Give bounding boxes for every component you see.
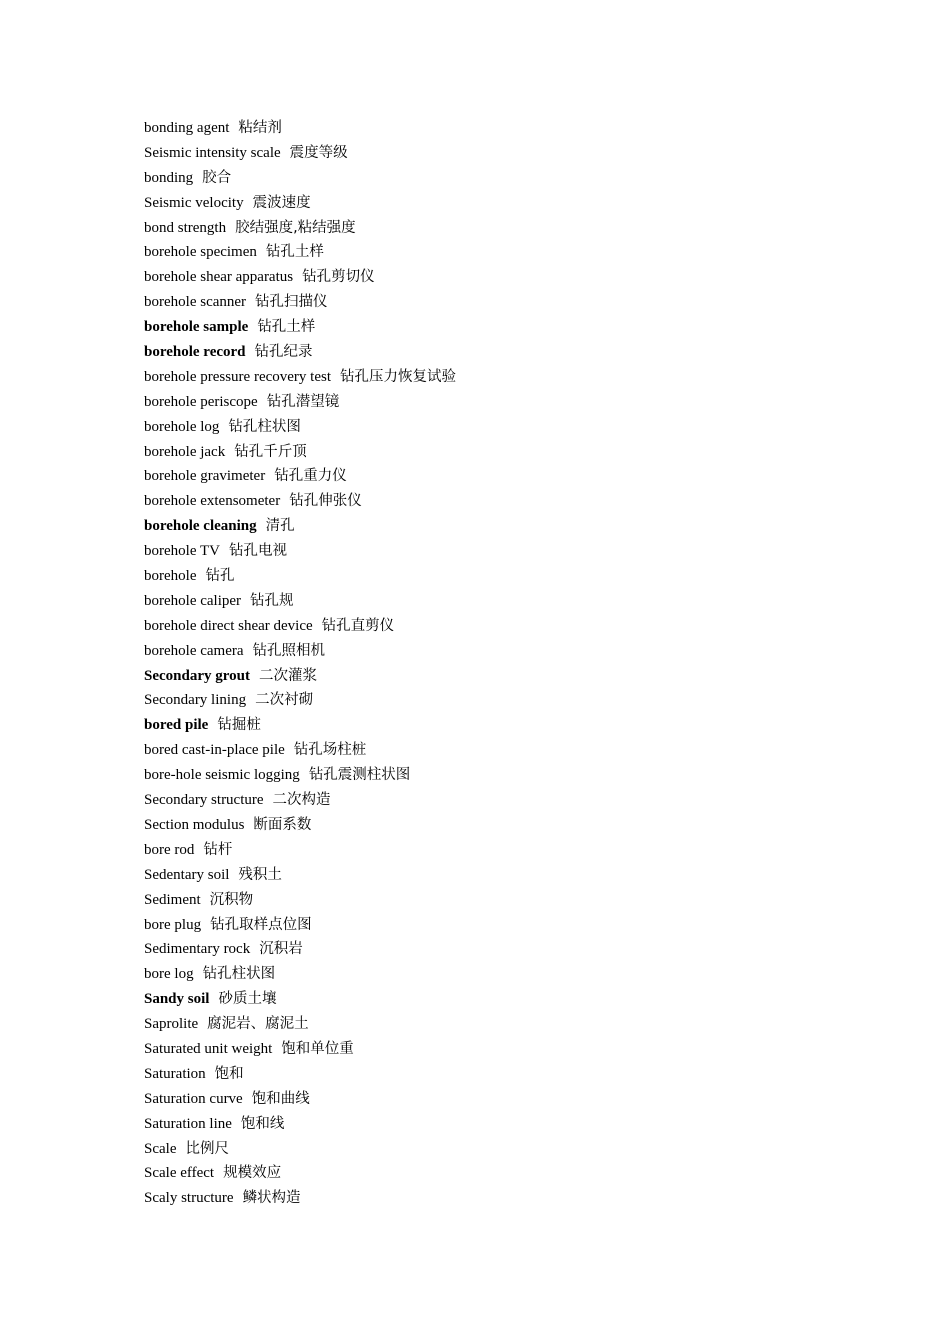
chinese-term: 钻杆: [203, 841, 233, 858]
english-term: Scale effect: [144, 1165, 215, 1182]
chinese-term: 饱和线: [240, 1115, 285, 1132]
chinese-term: 规模效应: [223, 1165, 282, 1182]
english-term: borehole sample: [144, 319, 249, 336]
chinese-term: 腐泥岩、腐泥土: [207, 1016, 309, 1033]
english-term: borehole shear apparatus: [144, 269, 294, 286]
chinese-term: 钻孔伸张仪: [289, 493, 362, 510]
glossary-entry: [144, 315, 904, 340]
english-term: borehole cleaning: [144, 518, 257, 535]
english-term: bore plug: [144, 916, 202, 933]
english-term: bond strength: [144, 219, 227, 236]
chinese-term: 钻孔电视: [228, 543, 287, 560]
english-term: Sedimentary rock: [144, 941, 251, 958]
glossary-entry: [144, 688, 904, 713]
glossary-entry: [144, 738, 904, 763]
chinese-term: 震波速度: [252, 194, 311, 211]
glossary-entry: [144, 464, 904, 489]
english-term: Secondary structure: [144, 792, 264, 809]
english-term: borehole periscope: [144, 393, 258, 410]
english-term: Sedentary soil: [144, 866, 230, 883]
glossary-list: [144, 116, 904, 1211]
chinese-term: 钻孔柱状图: [228, 418, 301, 435]
glossary-entry: [144, 539, 904, 564]
chinese-term: 饱和单位重: [281, 1040, 354, 1057]
english-term: borehole scanner: [144, 294, 247, 311]
glossary-entry: [144, 1012, 904, 1037]
english-term: Secondary lining: [144, 692, 247, 709]
chinese-term: 钻孔剪切仪: [302, 269, 375, 286]
chinese-term: 钻孔扫描仪: [255, 294, 328, 311]
glossary-entry: [144, 888, 904, 913]
chinese-term: 钻孔重力仪: [274, 468, 347, 485]
glossary-entry: [144, 340, 904, 365]
glossary-entry: [144, 1112, 904, 1137]
chinese-term: 钻孔照相机: [252, 642, 326, 659]
glossary-entry: [144, 763, 904, 788]
glossary-entry: [144, 514, 904, 539]
glossary-entry: [144, 1161, 904, 1186]
glossary-entry: [144, 614, 904, 639]
english-term: Saturation line: [144, 1115, 232, 1132]
glossary-entry: [144, 440, 904, 465]
english-term: bore rod: [144, 841, 195, 858]
english-term: borehole direct shear device: [144, 617, 313, 634]
glossary-entry: [144, 489, 904, 514]
chinese-term: 钻孔场柱桩: [293, 742, 367, 759]
english-term: bored cast-in-place pile: [144, 742, 285, 759]
chinese-term: 断面系数: [253, 816, 312, 833]
english-term: Seismic velocity: [144, 194, 244, 211]
chinese-term: 残积土: [238, 866, 282, 883]
glossary-entry: [144, 589, 904, 614]
chinese-term: 砂质土壤: [218, 991, 277, 1008]
english-term: borehole extensometer: [144, 493, 281, 510]
glossary-entry: [144, 1062, 904, 1087]
english-term: Saturated unit weight: [144, 1040, 273, 1057]
glossary-entry: [144, 216, 904, 241]
glossary-entry: [144, 166, 904, 191]
chinese-term: 粘结剂: [238, 120, 282, 136]
english-term: borehole caliper: [144, 592, 242, 609]
glossary-entry: [144, 664, 904, 689]
glossary-entry: [144, 639, 904, 664]
glossary-entry: [144, 813, 904, 838]
chinese-term: 震度等级: [289, 144, 348, 161]
chinese-term: 钻孔: [205, 568, 235, 585]
chinese-term: 鳞状构造: [242, 1190, 301, 1207]
chinese-term: 胶合: [202, 169, 232, 186]
chinese-term: 沉积岩: [259, 941, 303, 958]
english-term: Seismic intensity scale: [144, 144, 281, 161]
chinese-term: 二次构造: [272, 792, 331, 809]
glossary-entry: [144, 863, 904, 888]
chinese-term: 沉积物: [209, 891, 254, 908]
chinese-term: 钻孔潜望镜: [266, 393, 340, 410]
english-term: Sandy soil: [144, 991, 210, 1008]
chinese-term: 清孔: [265, 518, 295, 535]
glossary-entry: [144, 116, 904, 141]
english-term: borehole specimen: [144, 244, 257, 261]
chinese-term: 比例尺: [185, 1140, 229, 1157]
glossary-entry: [144, 1186, 904, 1211]
glossary-entry: [144, 141, 904, 166]
english-term: borehole log: [144, 418, 220, 435]
english-term: borehole gravimeter: [144, 468, 266, 485]
glossary-entry: [144, 1037, 904, 1062]
glossary-entry: [144, 290, 904, 315]
english-term: borehole pressure recovery test: [144, 368, 332, 385]
chinese-term: 饱和曲线: [251, 1090, 310, 1107]
english-term: bored pile: [144, 717, 209, 734]
english-term: Secondary grout: [144, 667, 250, 684]
glossary-entry: [144, 987, 904, 1012]
glossary-page: [144, 116, 904, 1211]
glossary-entry: [144, 1087, 904, 1112]
chinese-term: 二次灌浆: [258, 667, 317, 684]
chinese-term: 钻孔取样点位图: [210, 916, 312, 933]
chinese-term: 钻孔柱状图: [202, 966, 276, 983]
english-term: Scale: [144, 1140, 177, 1157]
glossary-entry: [144, 913, 904, 938]
english-term: bonding: [144, 169, 194, 186]
glossary-entry: [144, 240, 904, 265]
glossary-entry: [144, 365, 904, 390]
glossary-entry: [144, 564, 904, 589]
glossary-entry: [144, 838, 904, 863]
chinese-term: 钻掘桩: [217, 717, 261, 734]
english-term: Saturation curve: [144, 1090, 243, 1107]
english-term: borehole record: [144, 344, 246, 361]
english-term: Saturation: [144, 1065, 206, 1082]
glossary-entry: [144, 788, 904, 813]
chinese-term: 钻孔土样: [257, 319, 316, 336]
english-term: borehole jack: [144, 443, 226, 460]
glossary-entry: [144, 713, 904, 738]
chinese-term: 钻孔土样: [265, 244, 324, 261]
english-term: bore log: [144, 966, 194, 983]
chinese-term: 钻孔规: [250, 592, 294, 609]
chinese-term: 钻孔千斤顶: [234, 443, 307, 460]
chinese-term: 二次衬砌: [255, 692, 314, 709]
english-term: Sediment: [144, 891, 201, 908]
glossary-entry: [144, 1137, 904, 1162]
english-term: bore-hole seismic logging: [144, 767, 300, 784]
glossary-entry: [144, 415, 904, 440]
chinese-term: 钻孔震测柱状图: [308, 767, 411, 784]
chinese-term: 钻孔压力恢复试验: [340, 368, 457, 385]
english-term: borehole camera: [144, 642, 244, 659]
english-term: Scaly structure: [144, 1190, 234, 1207]
glossary-entry: [144, 191, 904, 216]
english-term: bonding agent: [144, 120, 230, 136]
chinese-term: 胶结强度,粘结强度: [235, 219, 356, 236]
english-term: borehole TV: [144, 543, 220, 560]
glossary-entry: [144, 265, 904, 290]
chinese-term: 饱和: [214, 1065, 244, 1082]
chinese-term: 钻孔纪录: [254, 344, 313, 361]
english-term: borehole: [144, 568, 197, 585]
english-term: Section modulus: [144, 816, 245, 833]
chinese-term: 钻孔直剪仪: [321, 617, 395, 634]
glossary-entry: [144, 937, 904, 962]
english-term: Saprolite: [144, 1016, 199, 1033]
glossary-entry: [144, 390, 904, 415]
glossary-entry: [144, 962, 904, 987]
